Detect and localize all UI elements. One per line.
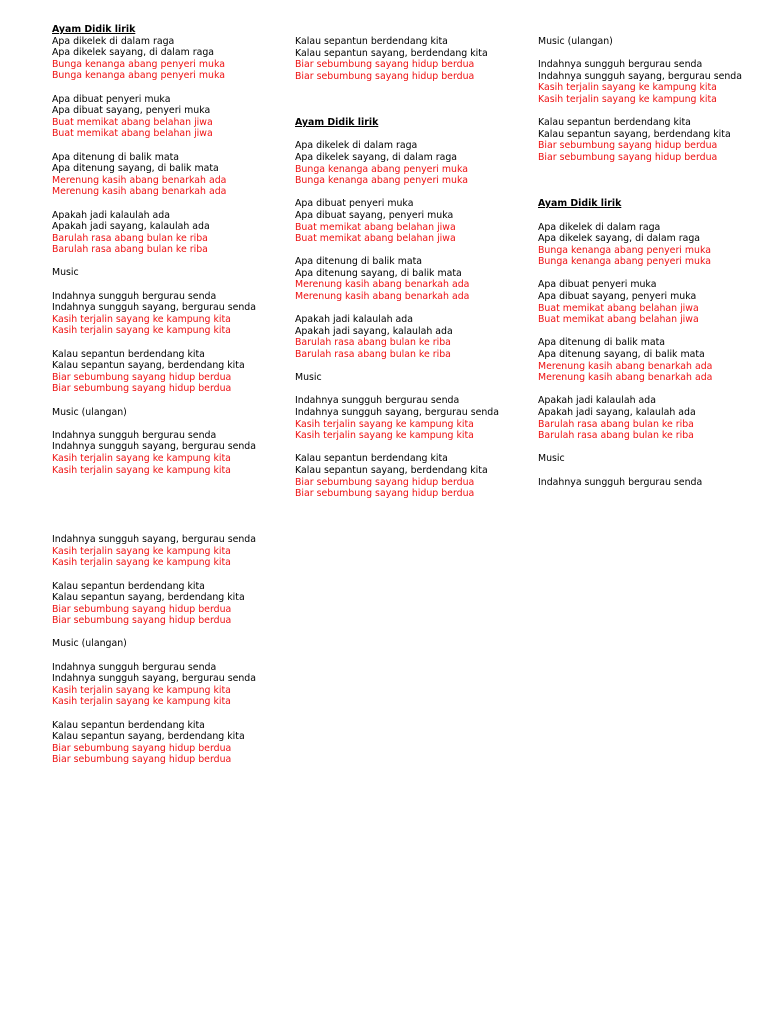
- lyric-line: Apakah jadi sayang, kalaulah ada: [538, 407, 696, 418]
- lyric-line: Kalau sepantun berdendang kita: [538, 117, 691, 129]
- stanza-gap: [52, 511, 264, 523]
- stanza-gap: [538, 384, 750, 396]
- refrain-line: Buat memikat abang belahan jiwa: [538, 302, 699, 314]
- refrain-line: Biar sebumbung sayang hidup berdua: [538, 140, 718, 152]
- stanza-gap: [538, 106, 750, 118]
- lyric-line: Kalau sepantun sayang, berdendang kita: [538, 128, 731, 140]
- lyric-line: Music (ulangan): [52, 638, 127, 650]
- lyrics-column-3: [538, 36, 750, 488]
- lyric-line: Kalau sepantun sayang, berdendang kita: [52, 592, 245, 604]
- lyric-line: Indahnya sungguh sayang, bergurau senda: [52, 673, 256, 685]
- refrain-line: Bunga kenanga abang penyeri muka: [538, 244, 711, 256]
- refrain-line: Biar sebumbung sayang hidup berdua: [295, 70, 475, 82]
- refrain-line: Biar sebumbung sayang hidup berdua: [295, 59, 475, 71]
- refrain-line: Kasih terjalin sayang ke kampung kita: [52, 325, 231, 337]
- stanza-gap: [295, 303, 507, 315]
- lyric-line: Apa dibuat penyeri muka: [538, 279, 657, 291]
- refrain-line: Merenung kasih abang benarkah ada: [295, 291, 470, 303]
- stanza-gap: [52, 708, 264, 720]
- lyric-line: Apa ditenung di balik mata: [295, 256, 422, 268]
- refrain-line: Bunga kenanga abang penyeri muka: [538, 256, 711, 268]
- lyric-line: Indahnya sungguh bergurau senda: [52, 429, 217, 441]
- lyric-line: Kalau sepantun sayang, berdendang kita: [52, 360, 245, 372]
- stanza-gap: [538, 164, 750, 176]
- lyric-line: Apa ditenung sayang, di balik mata: [52, 163, 219, 175]
- refrain-line: Biar sebumbung sayang hidup berdua: [52, 754, 232, 766]
- stanza-gap: [52, 627, 264, 639]
- lyric-line: Indahnya sungguh bergurau senda: [52, 290, 217, 302]
- refrain-line: Biar sebumbung sayang hidup berdua: [295, 488, 475, 500]
- lyric-line: Kalau sepantun berdendang kita: [52, 580, 205, 592]
- refrain-line: Barulah rasa abang bulan ke riba: [52, 244, 208, 256]
- lyric-line: Kalau sepantun berdendang kita: [52, 719, 205, 731]
- lyric-line: Indahnya sungguh sayang, bergurau senda: [295, 407, 499, 418]
- refrain-line: Merenung kasih abang benarkah ada: [538, 360, 713, 372]
- lyrics-title: Ayam Didik lirik: [295, 117, 379, 129]
- lyric-line: Indahnya sungguh bergurau senda: [295, 395, 460, 407]
- lyric-line: Apa ditenung di balik mata: [538, 337, 665, 349]
- refrain-line: Kasih terjalin sayang ke kampung kita: [52, 452, 231, 464]
- lyric-line: Apa dikelek sayang, di dalam raga: [295, 151, 458, 163]
- lyric-line: Apa dikelek di dalam raga: [538, 221, 661, 233]
- lyric-line: Apa dibuat penyeri muka: [295, 198, 414, 210]
- lyric-line: Apa dibuat sayang, penyeri muka: [52, 105, 211, 117]
- stanza-gap: [295, 106, 507, 118]
- refrain-line: Kasih terjalin sayang ke kampung kita: [538, 93, 717, 105]
- refrain-line: Bunga kenanga abang penyeri muka: [295, 175, 468, 187]
- refrain-line: Kasih terjalin sayang ke kampung kita: [295, 430, 474, 442]
- refrain-line: Barulah rasa abang bulan ke riba: [538, 430, 694, 442]
- stanza-gap: [52, 523, 264, 535]
- refrain-line: Bunga kenanga abang penyeri muka: [52, 58, 225, 70]
- refrain-line: Kasih terjalin sayang ke kampung kita: [538, 82, 717, 94]
- refrain-line: Buat memikat abang belahan jiwa: [538, 314, 699, 326]
- refrain-line: Buat memikat abang belahan jiwa: [295, 233, 456, 245]
- stanza-gap: [52, 82, 264, 94]
- stanza-gap: [52, 650, 264, 662]
- lyric-line: Apa ditenung sayang, di balik mata: [295, 267, 462, 279]
- stanza-gap: [538, 175, 750, 187]
- refrain-line: Bunga kenanga abang penyeri muka: [52, 70, 225, 82]
- lyric-line: Apa dibuat sayang, penyeri muka: [295, 209, 454, 221]
- stanza-gap: [295, 245, 507, 257]
- refrain-line: Biar sebumbung sayang hidup berdua: [52, 615, 232, 627]
- lyric-line: Apa dikelek sayang, di dalam raga: [538, 233, 701, 245]
- lyric-line: Apakah jadi sayang, kalaulah ada: [52, 221, 210, 233]
- refrain-line: Barulah rasa abang bulan ke riba: [52, 232, 208, 244]
- refrain-line: Biar sebumbung sayang hidup berdua: [52, 742, 232, 754]
- stanza-gap: [295, 94, 507, 106]
- lyric-line: Apakah jadi kalaulah ada: [538, 395, 656, 407]
- lyric-line: Indahnya sungguh bergurau senda: [538, 59, 703, 71]
- refrain-line: Barulah rasa abang bulan ke riba: [538, 418, 694, 430]
- stanza-gap: [295, 442, 507, 454]
- lyric-line: Kalau sepantun sayang, berdendang kita: [295, 47, 488, 59]
- lyric-line: Music: [295, 372, 322, 384]
- stanza-gap: [538, 442, 750, 454]
- refrain-line: Buat memikat abang belahan jiwa: [295, 221, 456, 233]
- lyric-line: Kalau sepantun berdendang kita: [295, 36, 448, 47]
- refrain-line: Kasih terjalin sayang ke kampung kita: [52, 696, 231, 708]
- stanza-gap: [538, 465, 750, 477]
- lyric-line: Kalau sepantun berdendang kita: [52, 348, 205, 360]
- lyric-line: Music: [52, 267, 79, 279]
- refrain-line: Barulah rasa abang bulan ke riba: [295, 349, 451, 361]
- refrain-line: Biar sebumbung sayang hidup berdua: [538, 151, 718, 163]
- lyrics-title: Ayam Didik lirik: [538, 198, 622, 210]
- lyric-line: Apakah jadi kalaulah ada: [52, 209, 170, 221]
- stanza-gap: [295, 129, 507, 141]
- stanza-gap: [52, 569, 264, 581]
- lyric-line: Indahnya sungguh bergurau senda: [538, 476, 703, 488]
- refrain-line: Biar sebumbung sayang hidup berdua: [52, 603, 232, 615]
- refrain-line: Kasih terjalin sayang ke kampung kita: [52, 464, 231, 476]
- refrain-line: Biar sebumbung sayang hidup berdua: [52, 371, 232, 383]
- refrain-line: Bunga kenanga abang penyeri muka: [295, 163, 468, 175]
- refrain-line: Kasih terjalin sayang ke kampung kita: [52, 313, 231, 325]
- lyric-line: Indahnya sungguh sayang, bergurau senda: [538, 70, 742, 82]
- lyrics-title: Ayam Didik lirik: [52, 24, 136, 35]
- refrain-line: Merenung kasih abang benarkah ada: [538, 372, 713, 384]
- stanza-gap: [295, 187, 507, 199]
- refrain-line: Buat memikat abang belahan jiwa: [52, 116, 213, 128]
- stanza-gap: [52, 499, 264, 511]
- stanza-gap: [538, 210, 750, 222]
- lyric-line: Indahnya sungguh sayang, bergurau senda: [52, 534, 256, 546]
- lyric-line: Apa dibuat penyeri muka: [52, 93, 171, 105]
- lyric-line: Apa dibuat sayang, penyeri muka: [538, 291, 697, 303]
- lyric-line: Music: [538, 453, 565, 465]
- lyric-line: Apa dikelek di dalam raga: [295, 140, 418, 152]
- stanza-gap: [52, 140, 264, 152]
- refrain-line: Kasih terjalin sayang ke kampung kita: [295, 418, 474, 430]
- refrain-line: Biar sebumbung sayang hidup berdua: [52, 383, 232, 395]
- refrain-line: Kasih terjalin sayang ke kampung kita: [52, 557, 231, 569]
- stanza-gap: [52, 337, 264, 349]
- stanza-gap: [538, 326, 750, 338]
- lyric-line: Apa ditenung di balik mata: [52, 151, 179, 163]
- stanza-gap: [538, 187, 750, 199]
- lyrics-column-2: [295, 36, 507, 500]
- refrain-line: Merenung kasih abang benarkah ada: [295, 279, 470, 291]
- stanza-gap: [295, 384, 507, 396]
- lyric-line: Apa ditenung sayang, di balik mata: [538, 349, 705, 361]
- stanza-gap: [295, 361, 507, 373]
- lyric-line: Kalau sepantun sayang, berdendang kita: [52, 731, 245, 743]
- refrain-line: Biar sebumbung sayang hidup berdua: [295, 476, 475, 488]
- stanza-gap: [52, 256, 264, 268]
- stanza-gap: [538, 268, 750, 280]
- refrain-line: Kasih terjalin sayang ke kampung kita: [52, 684, 231, 696]
- lyric-line: Kalau sepantun sayang, berdendang kita: [295, 464, 488, 476]
- stanza-gap: [538, 48, 750, 60]
- refrain-line: Barulah rasa abang bulan ke riba: [295, 337, 451, 349]
- lyric-line: Indahnya sungguh bergurau senda: [52, 661, 217, 673]
- stanza-gap: [52, 476, 264, 488]
- lyric-line: Indahnya sungguh sayang, bergurau senda: [52, 441, 256, 453]
- lyric-line: Apa dikelek di dalam raga: [52, 35, 175, 47]
- stanza-gap: [52, 198, 264, 210]
- stanza-gap: [52, 488, 264, 500]
- lyric-line: Apakah jadi sayang, kalaulah ada: [295, 325, 453, 337]
- stanza-gap: [52, 418, 264, 430]
- lyric-line: Apa dikelek sayang, di dalam raga: [52, 47, 215, 59]
- lyric-line: Apakah jadi kalaulah ada: [295, 314, 413, 326]
- lyric-line: Music (ulangan): [538, 36, 613, 47]
- stanza-gap: [52, 279, 264, 291]
- refrain-line: Merenung kasih abang benarkah ada: [52, 186, 227, 198]
- lyric-line: Indahnya sungguh sayang, bergurau senda: [52, 302, 256, 314]
- lyric-line: Kalau sepantun berdendang kita: [295, 453, 448, 465]
- lyric-line: Music (ulangan): [52, 406, 127, 418]
- refrain-line: Kasih terjalin sayang ke kampung kita: [52, 545, 231, 557]
- stanza-gap: [295, 82, 507, 94]
- lyrics-column-1: [52, 24, 264, 766]
- refrain-line: Buat memikat abang belahan jiwa: [52, 128, 213, 140]
- stanza-gap: [52, 395, 264, 407]
- refrain-line: Merenung kasih abang benarkah ada: [52, 174, 227, 186]
